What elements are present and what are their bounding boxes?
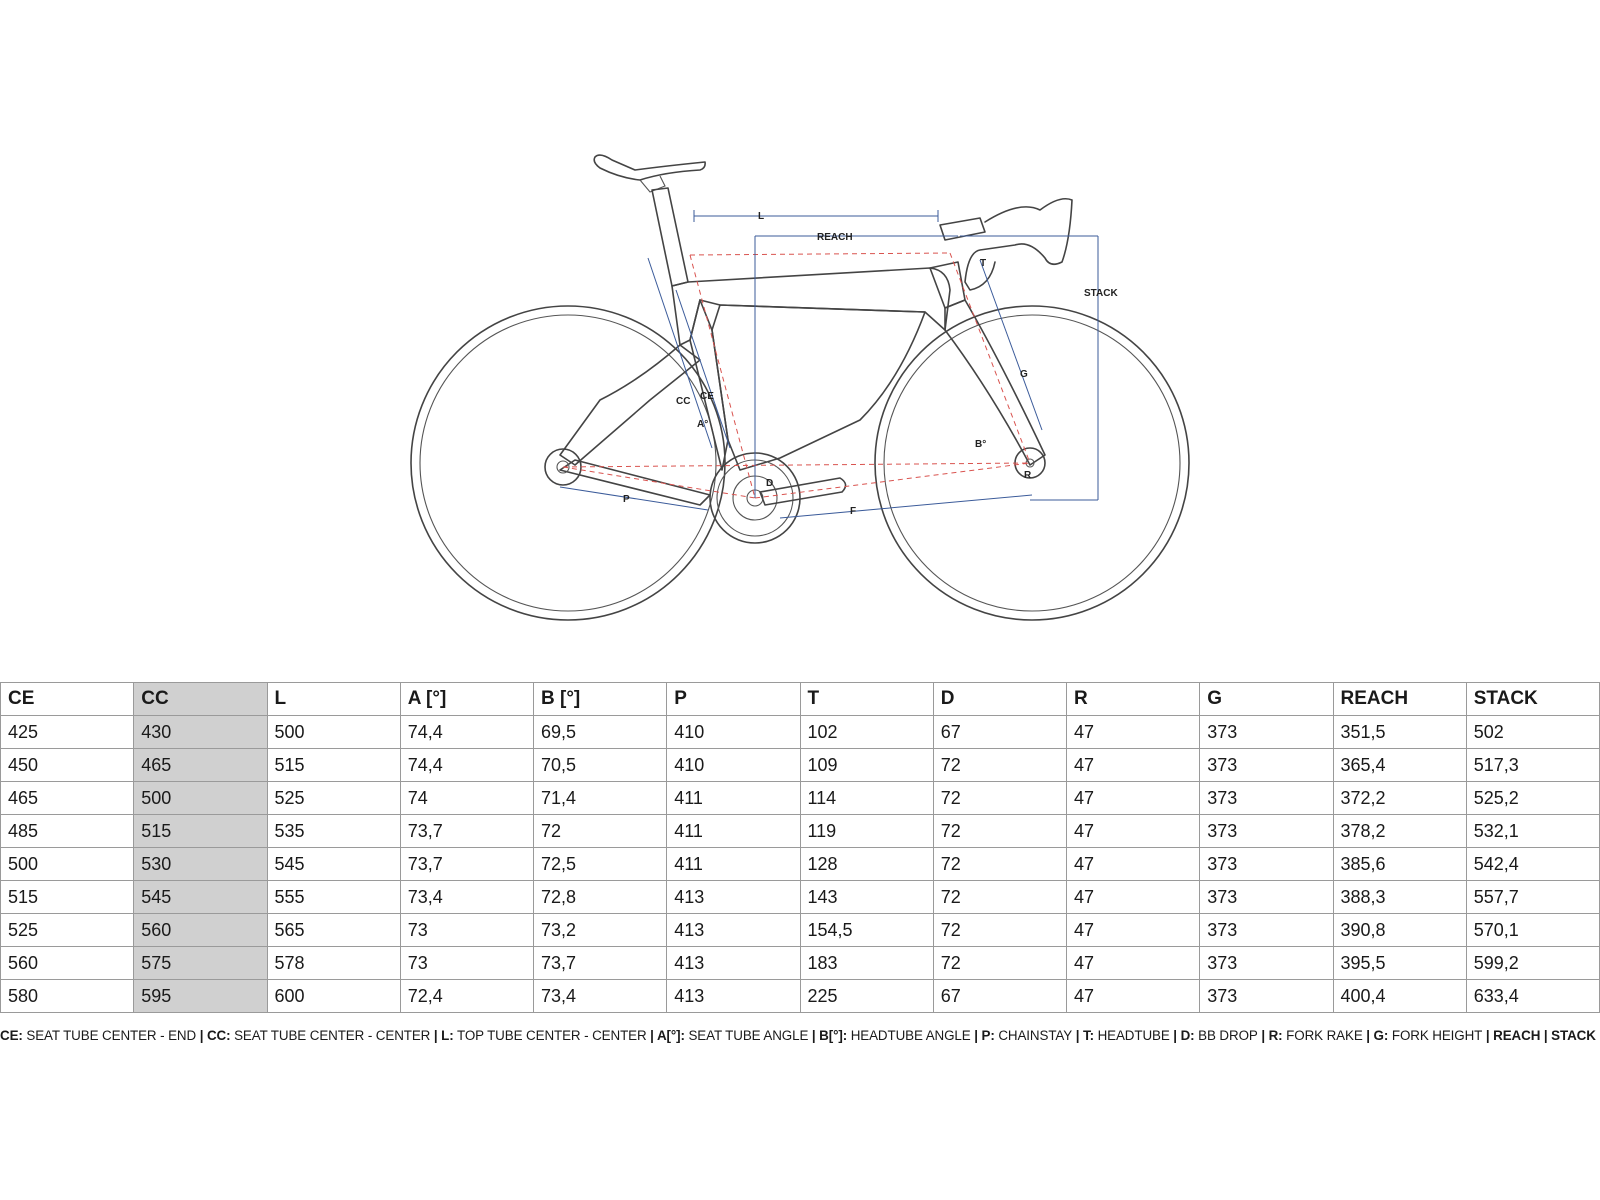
table-cell: 500 <box>134 782 267 815</box>
table-cell: 67 <box>933 716 1066 749</box>
stem <box>940 218 985 240</box>
table-cell: 500 <box>267 716 400 749</box>
table-cell: 388,3 <box>1333 881 1466 914</box>
table-cell: 373 <box>1200 815 1333 848</box>
table-cell: 73,4 <box>534 980 667 1013</box>
column-header: D <box>933 683 1066 716</box>
table-cell: 430 <box>134 716 267 749</box>
legend-text: TOP TUBE CENTER - CENTER <box>456 1028 647 1043</box>
table-cell: 515 <box>267 749 400 782</box>
table-cell: 74,4 <box>400 749 533 782</box>
table-cell: 72,8 <box>534 881 667 914</box>
table-cell: 385,6 <box>1333 848 1466 881</box>
table-cell: 390,8 <box>1333 914 1466 947</box>
table-cell: 545 <box>267 848 400 881</box>
legend-item <box>1083 1028 1170 1043</box>
table-cell: 73 <box>400 914 533 947</box>
table-cell: 365,4 <box>1333 749 1466 782</box>
table-cell: 542,4 <box>1466 848 1599 881</box>
table-cell: 47 <box>1067 815 1200 848</box>
legend-key: CE: <box>0 1028 23 1043</box>
table-cell: 525 <box>267 782 400 815</box>
label-F: F <box>850 506 857 517</box>
legend-key: REACH <box>1493 1028 1541 1043</box>
column-header: CE <box>1 683 134 716</box>
legend-text: SEAT TUBE ANGLE <box>688 1028 809 1043</box>
table-cell: 372,2 <box>1333 782 1466 815</box>
table-cell: 47 <box>1067 980 1200 1013</box>
table-cell: 154,5 <box>800 914 933 947</box>
label-D: D <box>766 478 774 489</box>
legend-item <box>982 1028 1073 1043</box>
table-cell: 47 <box>1067 914 1200 947</box>
crankset <box>710 453 846 543</box>
table-cell: 515 <box>134 815 267 848</box>
table-cell: 485 <box>1 815 134 848</box>
table-cell: 411 <box>667 815 800 848</box>
table-cell: 450 <box>1 749 134 782</box>
label-A-angle: A° <box>697 419 709 430</box>
legend-item <box>1493 1028 1540 1043</box>
legend-key: B[°]: <box>819 1028 848 1043</box>
legend-text: SEAT TUBE CENTER - CENTER <box>234 1028 431 1043</box>
table-cell: 595 <box>134 980 267 1013</box>
table-cell: 102 <box>800 716 933 749</box>
saddle <box>594 155 705 192</box>
table-cell: 73,7 <box>400 848 533 881</box>
column-header: CC <box>134 683 267 716</box>
legend-text: HEADTUBE <box>1097 1028 1170 1043</box>
legend-item <box>1374 1028 1483 1043</box>
table-cell: 530 <box>134 848 267 881</box>
legend-key: T: <box>1082 1028 1094 1043</box>
table-cell: 599,2 <box>1466 947 1599 980</box>
table-cell: 570,1 <box>1466 914 1599 947</box>
table-cell: 47 <box>1067 848 1200 881</box>
table-cell: 47 <box>1067 881 1200 914</box>
label-stack: STACK <box>1084 288 1118 299</box>
label-CE: CE <box>700 391 714 402</box>
legend-key: R: <box>1268 1028 1283 1043</box>
legend-text: FORK HEIGHT <box>1391 1028 1483 1043</box>
legend-text: HEADTUBE ANGLE <box>850 1028 971 1043</box>
legend-key: D: <box>1180 1028 1195 1043</box>
table-cell: 580 <box>1 980 134 1013</box>
legend-item <box>657 1028 808 1043</box>
table-row <box>1 848 1600 881</box>
table-row <box>1 881 1600 914</box>
legend-key: STACK <box>1551 1028 1596 1043</box>
table-cell: 532,1 <box>1466 815 1599 848</box>
legend-key: L: <box>441 1028 454 1043</box>
legend-item <box>1551 1028 1596 1043</box>
table-cell: 74 <box>400 782 533 815</box>
table-cell: 465 <box>134 749 267 782</box>
table-cell: 73,7 <box>534 947 667 980</box>
table-cell: 47 <box>1067 782 1200 815</box>
legend-key: P: <box>981 1028 995 1043</box>
column-header: T <box>800 683 933 716</box>
table-cell: 73,2 <box>534 914 667 947</box>
column-header: A [°] <box>400 683 533 716</box>
table-cell: 373 <box>1200 749 1333 782</box>
label-CC: CC <box>676 396 691 407</box>
label-G: G <box>1020 369 1028 380</box>
column-header: P <box>667 683 800 716</box>
column-header: B [°] <box>534 683 667 716</box>
table-cell: 72 <box>933 881 1066 914</box>
table-cell: 373 <box>1200 881 1333 914</box>
table-row <box>1 782 1600 815</box>
geometry-dashed-lines <box>563 253 1030 498</box>
table-cell: 413 <box>667 914 800 947</box>
handlebar <box>965 199 1072 290</box>
geometry-table <box>0 682 1600 1013</box>
column-header: STACK <box>1466 683 1599 716</box>
table-cell: 73 <box>400 947 533 980</box>
table-cell: 373 <box>1200 914 1333 947</box>
table-cell: 114 <box>800 782 933 815</box>
table-cell: 128 <box>800 848 933 881</box>
label-R: R <box>1024 470 1032 481</box>
table-cell: 373 <box>1200 716 1333 749</box>
geometry-table-header <box>1 683 1600 716</box>
label-L: L <box>758 211 765 222</box>
legend-key: A[°]: <box>656 1028 685 1043</box>
table-cell: 425 <box>1 716 134 749</box>
table-cell: 69,5 <box>534 716 667 749</box>
table-row <box>1 716 1600 749</box>
geometry-table-body <box>1 716 1600 1013</box>
table-cell: 410 <box>667 716 800 749</box>
table-cell: 560 <box>134 914 267 947</box>
bike-frame <box>560 218 1045 505</box>
table-row <box>1 749 1600 782</box>
table-cell: 47 <box>1067 716 1200 749</box>
table-cell: 72,4 <box>400 980 533 1013</box>
legend-text: CHAINSTAY <box>998 1028 1073 1043</box>
legend-key: CC: <box>206 1028 231 1043</box>
table-cell: 517,3 <box>1466 749 1599 782</box>
table-cell: 72 <box>534 815 667 848</box>
legend-text: BB DROP <box>1198 1028 1258 1043</box>
table-cell: 400,4 <box>1333 980 1466 1013</box>
table-cell: 72 <box>933 848 1066 881</box>
table-row <box>1 980 1600 1013</box>
table-cell: 413 <box>667 881 800 914</box>
table-cell: 70,5 <box>534 749 667 782</box>
table-cell: 72 <box>933 749 1066 782</box>
column-header: R <box>1067 683 1200 716</box>
table-cell: 411 <box>667 848 800 881</box>
table-cell: 47 <box>1067 947 1200 980</box>
table-cell: 109 <box>800 749 933 782</box>
table-cell: 525,2 <box>1466 782 1599 815</box>
table-cell: 560 <box>1 947 134 980</box>
table-cell: 395,5 <box>1333 947 1466 980</box>
table-cell: 73,4 <box>400 881 533 914</box>
table-cell: 183 <box>800 947 933 980</box>
label-B-angle: B° <box>975 439 987 450</box>
table-cell: 72,5 <box>534 848 667 881</box>
table-cell: 525 <box>1 914 134 947</box>
table-row <box>1 914 1600 947</box>
table-cell: 465 <box>1 782 134 815</box>
table-row <box>1 947 1600 980</box>
table-cell: 74,4 <box>400 716 533 749</box>
table-cell: 578 <box>267 947 400 980</box>
table-cell: 67 <box>933 980 1066 1013</box>
table-cell: 71,4 <box>534 782 667 815</box>
table-cell: 413 <box>667 947 800 980</box>
table-cell: 143 <box>800 881 933 914</box>
legend-key: G: <box>1373 1028 1389 1043</box>
table-cell: 500 <box>1 848 134 881</box>
label-reach: REACH <box>817 232 853 243</box>
table-cell: 575 <box>134 947 267 980</box>
table-cell: 351,5 <box>1333 716 1466 749</box>
legend-item <box>207 1028 430 1043</box>
table-cell: 72 <box>933 947 1066 980</box>
table-cell: 373 <box>1200 782 1333 815</box>
table-cell: 413 <box>667 980 800 1013</box>
legend-item <box>441 1028 646 1043</box>
table-cell: 72 <box>933 815 1066 848</box>
table-cell: 633,4 <box>1466 980 1599 1013</box>
column-header: L <box>267 683 400 716</box>
header-row <box>1 683 1600 716</box>
table-cell: 515 <box>1 881 134 914</box>
table-cell: 411 <box>667 782 800 815</box>
label-T: T <box>980 258 987 269</box>
table-cell: 47 <box>1067 749 1200 782</box>
label-P: P <box>623 494 630 505</box>
legend-text: FORK RAKE <box>1286 1028 1363 1043</box>
table-cell: 119 <box>800 815 933 848</box>
table-cell: 535 <box>267 815 400 848</box>
table-cell: 72 <box>933 782 1066 815</box>
table-cell: 600 <box>267 980 400 1013</box>
legend-item <box>1181 1028 1258 1043</box>
legend-item <box>0 1028 196 1043</box>
table-cell: 410 <box>667 749 800 782</box>
table-cell: 502 <box>1466 716 1599 749</box>
fork <box>945 300 1045 465</box>
legend-item <box>1269 1028 1363 1043</box>
table-cell: 373 <box>1200 947 1333 980</box>
table-cell: 378,2 <box>1333 815 1466 848</box>
table-cell: 373 <box>1200 980 1333 1013</box>
geometry-legend: CE: SEAT TUBE CENTER - END | CC: SEAT TUBE CENTER - CENTER | L: TOP TUBE CENTER - CENTER | A[°]: SEAT TUBE ANGLE | B[°]: HEADTUBE ANGLE | P: CHAINSTAY | T: HEADTUBE | D: BB DROP | R: FORK RAKE | G: FORK HEIGHT | REACH | STACK <box>0 1028 1596 1043</box>
legend-item <box>819 1028 970 1043</box>
table-cell: 73,7 <box>400 815 533 848</box>
table-cell: 72 <box>933 914 1066 947</box>
column-header: G <box>1200 683 1333 716</box>
table-cell: 225 <box>800 980 933 1013</box>
table-cell: 557,7 <box>1466 881 1599 914</box>
column-header: REACH <box>1333 683 1466 716</box>
table-cell: 555 <box>267 881 400 914</box>
table-cell: 545 <box>134 881 267 914</box>
legend-text: SEAT TUBE CENTER - END <box>26 1028 197 1043</box>
seatpost <box>652 188 688 286</box>
table-cell: 565 <box>267 914 400 947</box>
table-row <box>1 815 1600 848</box>
table-cell: 373 <box>1200 848 1333 881</box>
